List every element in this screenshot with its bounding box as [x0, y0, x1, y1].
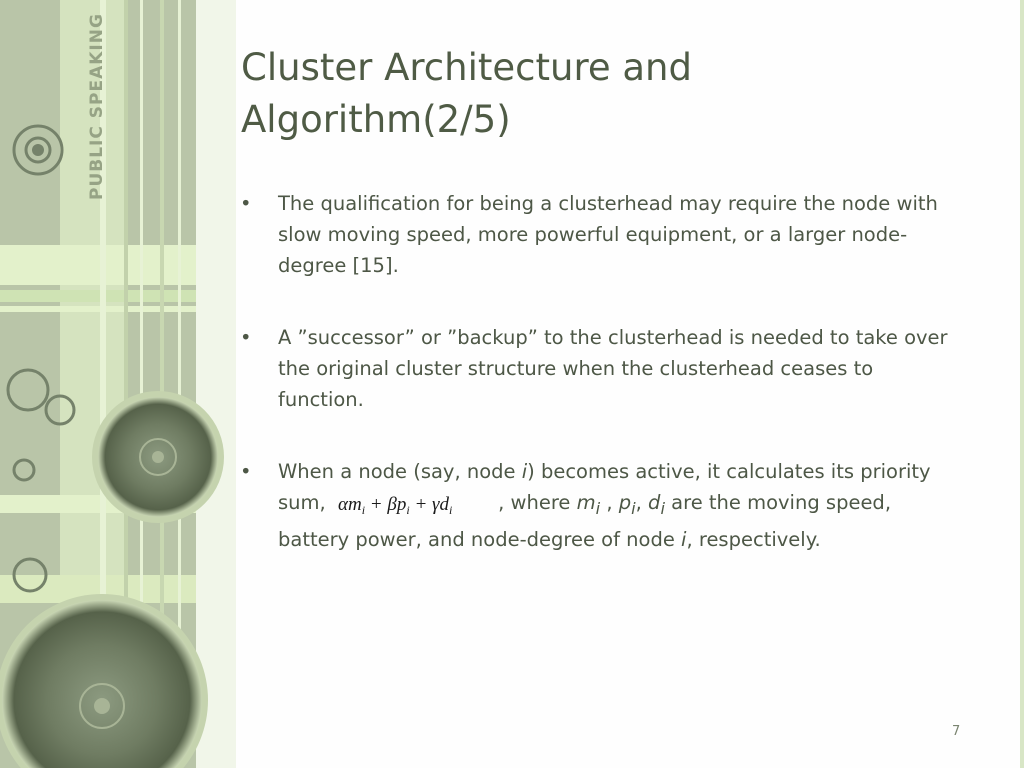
bullet-text-part: , respectively. — [686, 527, 821, 551]
node-variable: i — [521, 460, 528, 483]
bullet-marker: • — [240, 460, 252, 483]
var-d: d — [648, 491, 661, 514]
public-speaking-text: PUBLIC SPEAKING — [87, 13, 107, 200]
sub-i: i — [631, 498, 636, 518]
page-number: 7 — [952, 724, 961, 739]
sub-i: i — [595, 498, 601, 518]
slide-title: Cluster Architecture and Algorithm(2/5) — [241, 46, 692, 141]
bullet-item — [240, 456, 952, 555]
bullet-text: The qualification for being a clusterhead may require the node with slow moving speed, more powerful equipment, or a larger node-degree [15]. — [278, 192, 938, 277]
bullet-marker: • — [240, 326, 252, 349]
var-p: p — [618, 491, 632, 514]
priority-sum-formula — [336, 492, 484, 516]
separator: , — [600, 491, 619, 514]
bullet-text: A ”successor” or ”backup” to the clusterhead is needed to take over the original cluster structure when the clusterhead ceases to function. — [278, 326, 948, 411]
bullet-text-part: When a node (say, node — [278, 460, 522, 483]
bullet-item — [240, 322, 952, 415]
decorative-collage — [0, 0, 236, 768]
right-edge-strip — [1020, 0, 1024, 768]
bullet-item — [240, 188, 952, 281]
collage-graphic — [0, 0, 236, 768]
bullet-marker: • — [240, 192, 252, 215]
node-variable: i — [681, 527, 687, 551]
separator: , — [635, 491, 649, 514]
var-m: m — [576, 491, 596, 514]
sub-i: i — [660, 498, 665, 518]
bullet-text-part: , where — [491, 491, 577, 514]
bullet-text-part: are the moving speed, battery power, and node-degree of node — [278, 491, 892, 551]
formula-text: $\alpha m_i + \beta p_i + \gamma d_i$ — [337, 494, 453, 516]
bullet-list — [240, 188, 952, 596]
bullet-text-part: ) becomes active, it calculates its priority sum, — [278, 460, 931, 514]
